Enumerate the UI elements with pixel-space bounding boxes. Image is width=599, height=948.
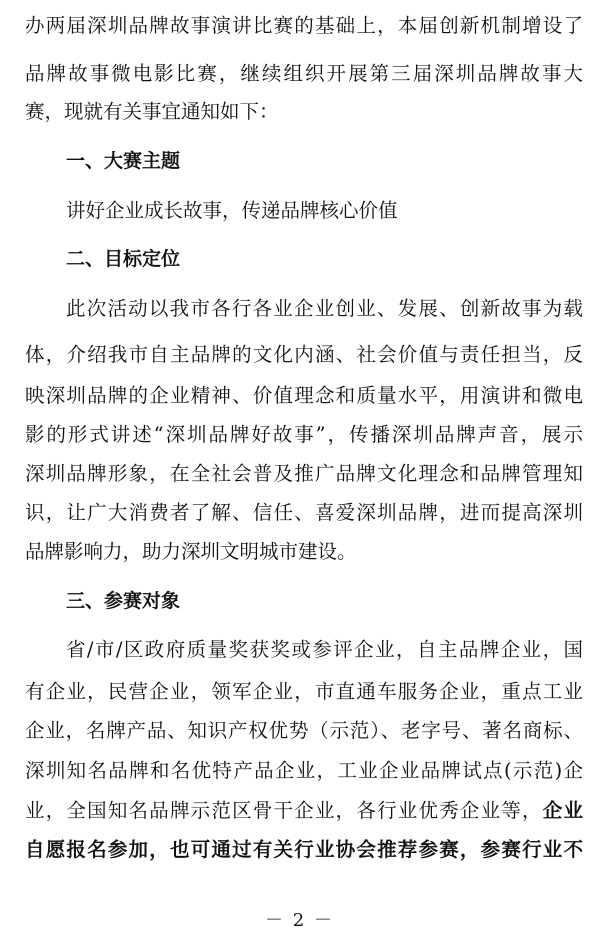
goal-line-2: 体，介绍我市自主品牌的文化内涵、社会价值与责任担当，反 [25,343,583,366]
participants-line-5-bold: 企业 [542,799,583,822]
intro-line-2: 品牌故事微电影比赛，继续组织开展第三届深圳品牌故事大 [25,62,583,85]
participants-line-1: 省/市/区政府质量奖获奖或参评企业，自主品牌企业，国 [66,638,583,661]
intro-line-1: 办两届深圳品牌故事演讲比赛的基础上，本届创新机制增设了 [25,14,583,37]
goal-line-1: 此次活动以我市各行各业企业创业、发展、创新故事为载 [66,297,583,320]
goal-line-6: 识，让广大消费者了解、信任、喜爱深圳品牌，进而提高深圳 [25,501,583,524]
goal-line-7: 品牌影响力，助力深圳文明城市建设。 [25,540,357,563]
participants-line-2: 有企业，民营企业，领军企业，市直通车服务企业，重点工业 [25,680,583,703]
page-number: － 2 － [265,910,334,931]
theme-text: 讲好企业成长故事，传递品牌核心价值 [66,199,398,222]
goal-line-5: 深圳品牌形象，在全社会普及推广品牌文化理念和品牌管理知 [25,462,583,485]
participants-line-5 [25,799,583,823]
participants-line-4: 深圳知名品牌和名优特产品企业，工业企业品牌试点(示范)企 [25,759,583,782]
participants-line-3: 企业，名牌产品、知识产权优势（示范）、老字号、著名商标、 [25,719,583,742]
section-heading-theme: 一、大赛主题 [66,150,181,172]
section-heading-goal: 二、目标定位 [66,248,181,270]
participants-line-5-plain: 业，全国知名品牌示范区骨干企业，各行业优秀企业等， [25,799,543,822]
intro-line-3: 赛，现就有关事宜通知如下： [25,100,279,123]
goal-line-3: 映深圳品牌的企业精神、价值理念和质量水平，用演讲和微电 [25,384,583,407]
participants-line-6: 自愿报名参加，也可通过有关行业协会推荐参赛，参赛行业不 [25,838,583,861]
goal-line-4: 影的形式讲述“深圳品牌好故事”，传播深圳品牌声音，展示 [25,423,583,446]
section-heading-participants: 三、参赛对象 [66,590,181,612]
